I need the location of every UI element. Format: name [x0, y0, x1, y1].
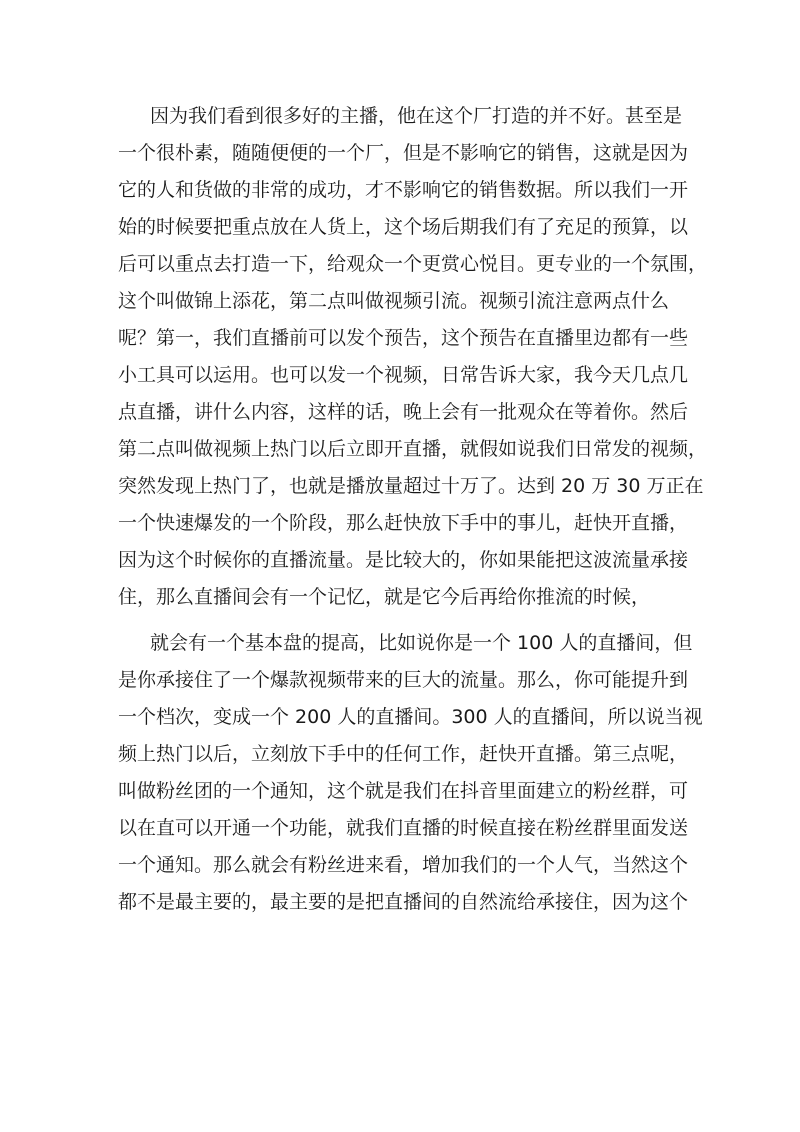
paragraph-2: [118, 625, 703, 921]
text-line: 小工具可以运用。也可以发一个视频，日常告诉大家，我今天几点几: [118, 364, 689, 386]
text-line: 叫做粉丝团的一个通知，这个就是我们在抖音里面建立的粉丝群，可: [118, 780, 689, 802]
text-line: 因为我们看到很多好的主播，他在这个厂打造的并不好。甚至是: [150, 105, 683, 127]
text-line: 点直播，讲什么内容，这样的话，晚上会有一批观众在等着你。然后: [118, 401, 689, 423]
text-line: 以在直可以开通一个功能，就我们直播的时候直接在粉丝群里面发送: [118, 817, 689, 839]
text-line: 一个档次，变成一个 200 人的直播间。300 人的直播间，所以说当视: [118, 706, 703, 728]
text-line: 突然发现上热门了，也就是播放量超过十万了。达到 20 万 30 万正在: [118, 475, 704, 497]
text-line: 因为这个时候你的直播流量。是比较大的，你如果能把这波流量承接: [118, 549, 689, 571]
paragraph-1: [118, 98, 708, 616]
text-line: 频上热门以后，立刻放下手中的任何工作，赶快开直播。第三点呢，: [118, 743, 689, 765]
text-line: 一个通知。那么就会有粉丝进来看，增加我们的一个人气，当然这个: [118, 854, 689, 876]
text-line: 它的人和货做的非常的成功，才不影响它的销售数据。所以我们一开: [118, 179, 689, 201]
text-line: 这个叫做锦上添花，第二点叫做视频引流。视频引流注意两点什么: [118, 290, 670, 312]
text-line: 都不是最主要的，最主要的是把直播间的自然流给承接住，因为这个: [118, 891, 689, 913]
text-line: 始的时候要把重点放在人货上，这个场后期我们有了充足的预算，以: [118, 216, 689, 238]
text-line: 一个很朴素，随随便便的一个厂，但是不影响它的销售，这就是因为: [118, 142, 689, 164]
document-body: [118, 98, 708, 921]
text-line: 是你承接住了一个爆款视频带来的巨大的流量。那么，你可能提升到: [118, 669, 689, 691]
text-line: 就会有一个基本盘的提高，比如说你是一个 100 人的直播间，但: [150, 632, 693, 654]
text-line: 呢？第一，我们直播前可以发个预告，这个预告在直播里边都有一些: [118, 327, 689, 349]
text-line: 住，那么直播间会有一个记忆，就是它今后再给你推流的时候，: [118, 586, 651, 608]
text-line: 后可以重点去打造一下，给观众一个更赏心悦目。更专业的一个氛围，: [118, 253, 708, 275]
text-line: 一个快速爆发的一个阶段，那么赶快放下手中的事儿，赶快开直播，: [118, 512, 689, 534]
text-line: 第二点叫做视频上热门以后立即开直播，就假如说我们日常发的视频，: [118, 438, 708, 460]
